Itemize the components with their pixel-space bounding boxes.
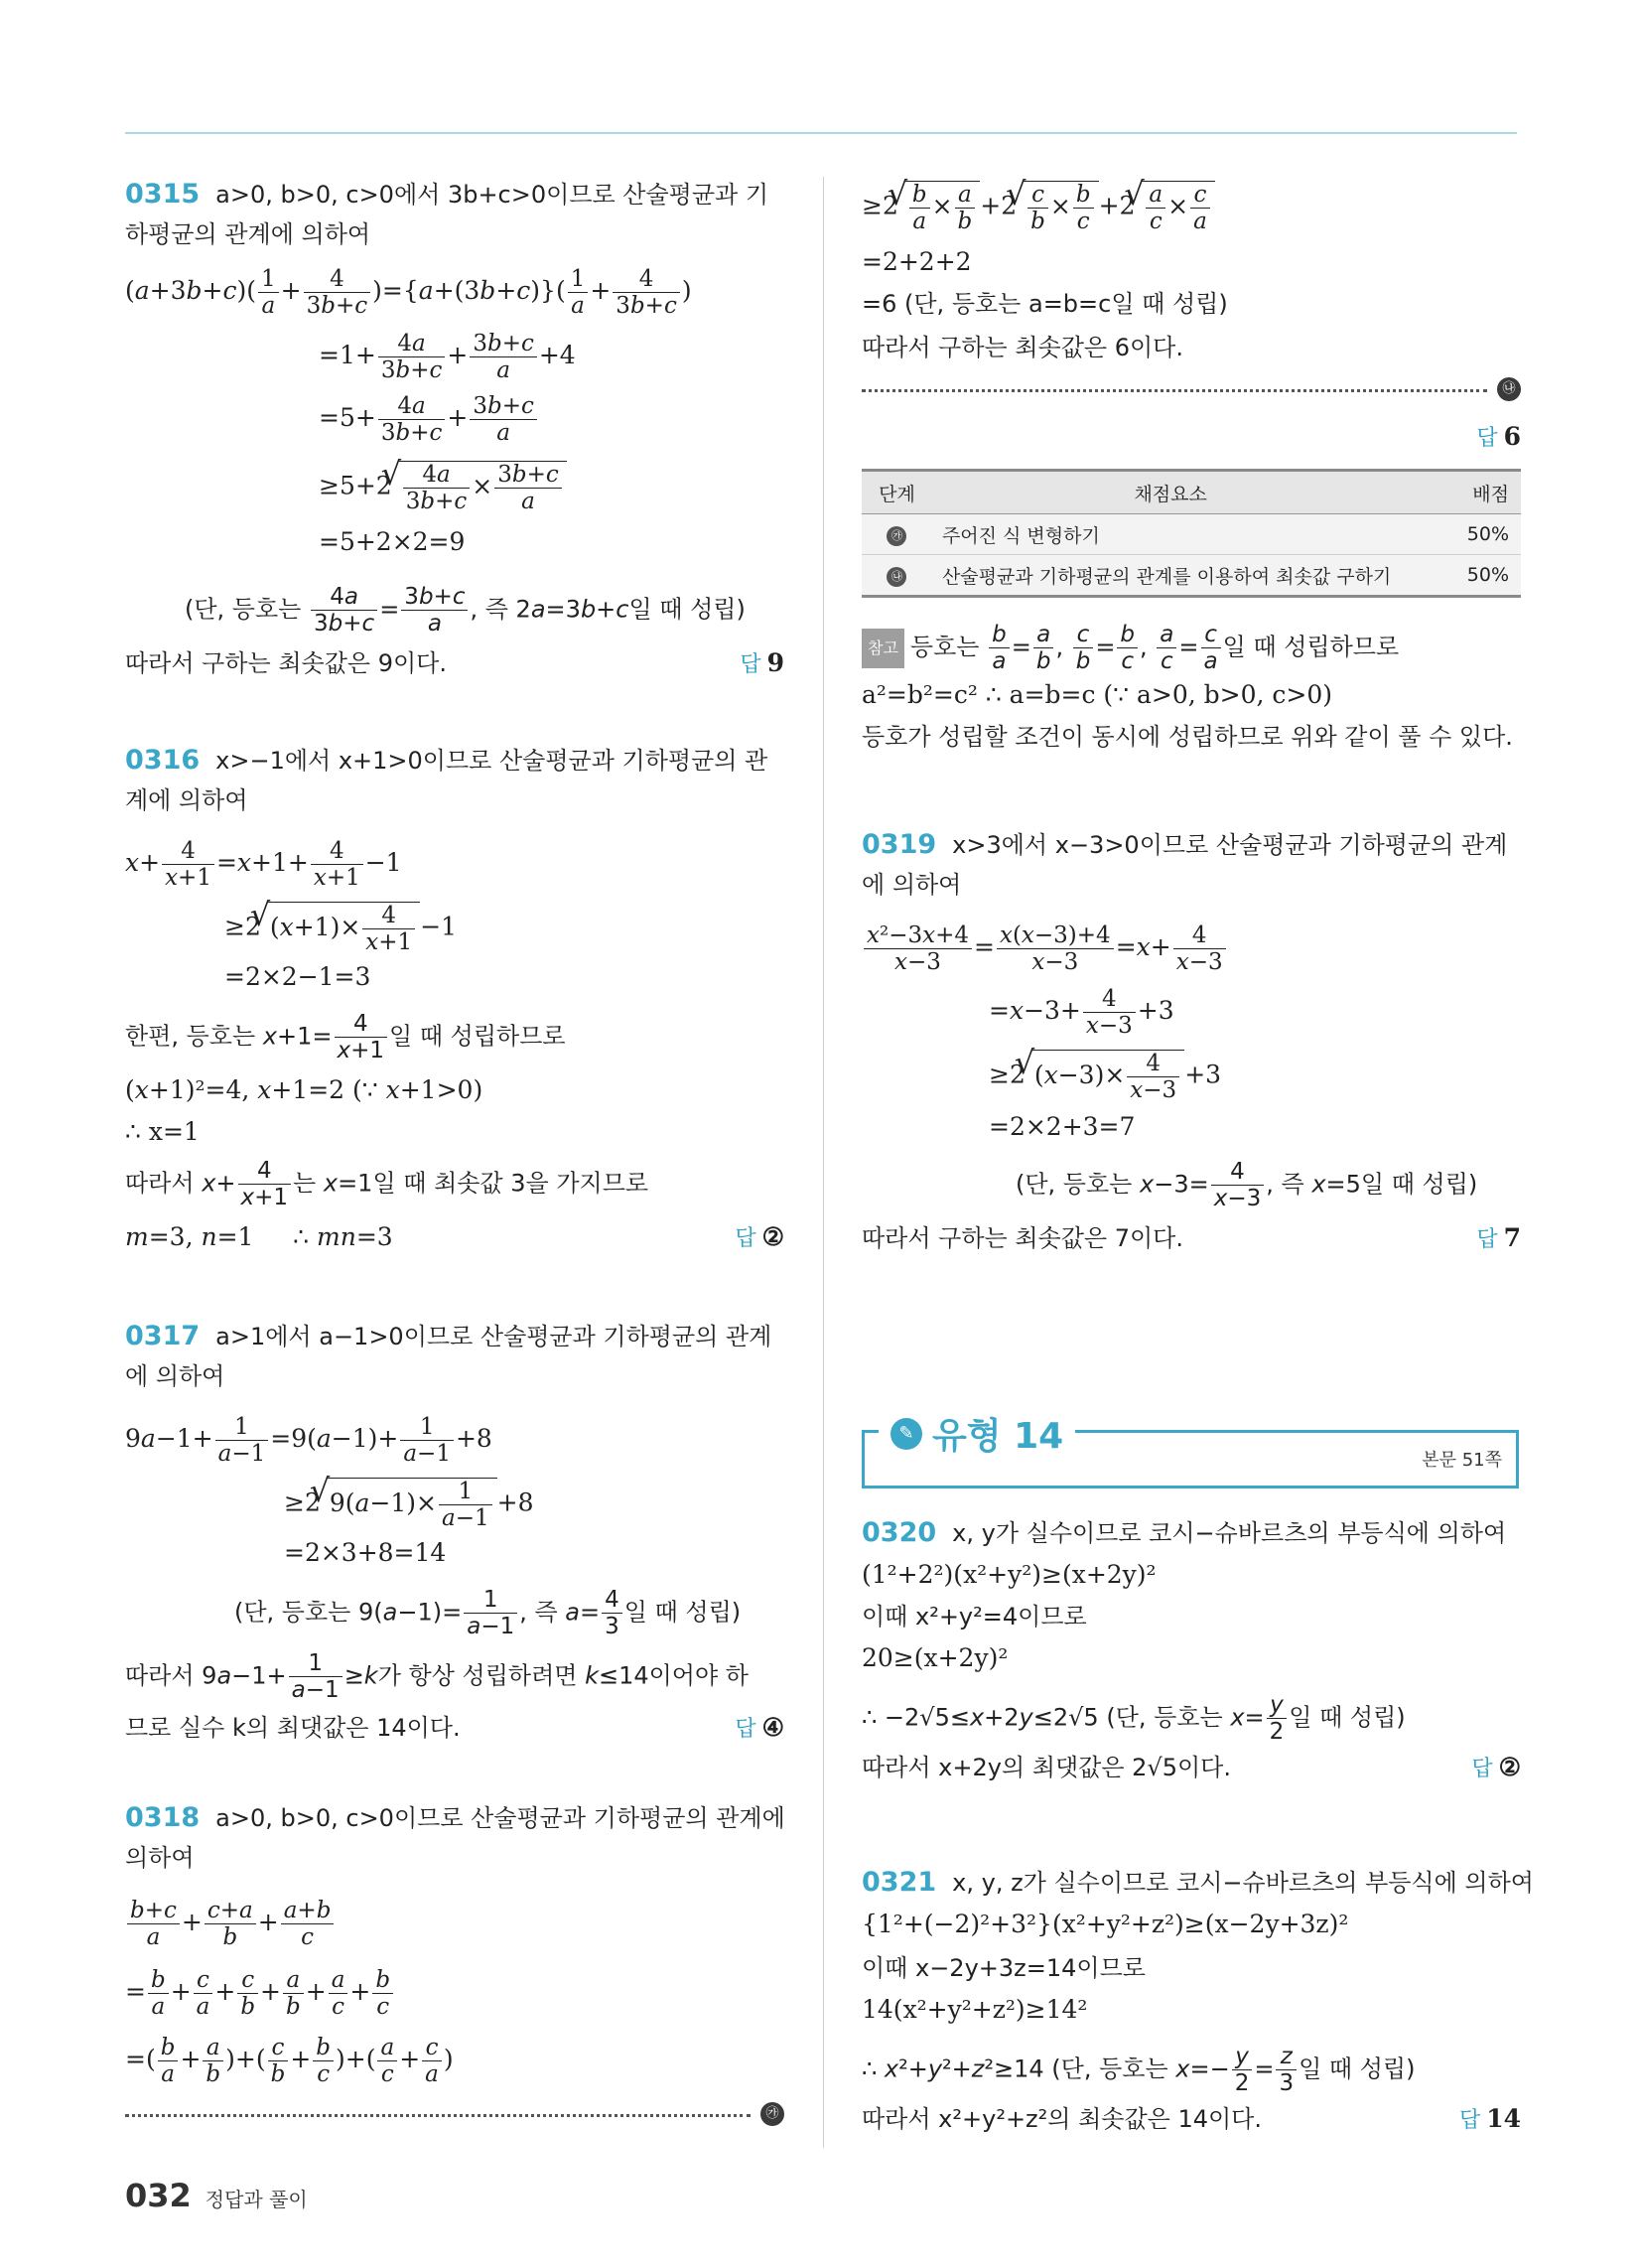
equation-line: =1+ $\frac{4a}{3b+c}$ + $\frac{3b+c}{a}$ +4 [319, 331, 576, 383]
answer-label: 답 [1476, 1227, 1498, 1252]
problem-intro: a>1에서 a−1>0이므로 산술평균과 기하평균의 관계 [215, 1323, 772, 1350]
problem-number: 0318 [125, 1802, 201, 1833]
pencil-icon: ✎ [890, 1418, 922, 1450]
answer-value: ② [1498, 1753, 1521, 1781]
problem-number: 0319 [862, 829, 937, 860]
note-line: 참고 등호는 $\frac{b}{a}$ = $\frac{a}{b}$ , $\frac{c}{b}$ = $\frac{b}{c}$ , $\frac{a}{c}$ = $\frac{c}{a}$ 일 때 성립하므로 [862, 622, 1399, 674]
grading-table [862, 469, 1521, 598]
equation-line: $\frac{\text{x²−3x+4}}{x-3}$ = $\frac{x(x-3)+4}{x-3}$ =x+ $\frac{4}{x-3}$ [862, 922, 1228, 975]
equation-line: ≥2√ (x+1)× $\frac{4}{x+1}$ −1 [224, 902, 457, 955]
answer [1476, 1220, 1521, 1258]
type-section-title: 유형 14 [932, 1416, 1064, 1457]
grading-item: 산술평균과 기하평균의 관계를 이용하여 최솟값 구하기 [932, 555, 1400, 597]
problem-intro: x, y, z가 실수이므로 코시−슈바르츠의 부등식에 의하여 [952, 1869, 1534, 1897]
answer-label: 답 [735, 1226, 756, 1251]
equation-line: =6 (단, 등호는 a=b=c일 때 성립) [862, 290, 1228, 318]
problem-number: 0315 [125, 179, 201, 210]
equation-line: ≥2√ (x−3)× $\frac{4}{x-3}$ +3 [989, 1050, 1221, 1103]
equation-line: 9a−1+ $\frac{1}{a-1}$ =9(a−1)+ $\frac{1}{a-1}$ +8 [125, 1414, 492, 1467]
equation-line: 이때 x²+y²=4이므로 [862, 1603, 1087, 1630]
answer-value: ② [761, 1222, 784, 1251]
equation-line: =2+2+2 [862, 247, 972, 276]
answer-value: 7 [1503, 1223, 1521, 1252]
problem-intro: x>3에서 x−3>0이므로 산술평균과 기하평균의 관계 [952, 831, 1508, 859]
page-footer [125, 2177, 308, 2214]
answer [1459, 2101, 1521, 2139]
equation-line: {1²+(−2)²+3²}(x²+y²+z²)≥(x−2y+3z)² [862, 1910, 1349, 1938]
equation-line: =( $\frac{b}{a}$ + $\frac{a}{b}$ )+( $\frac{c}{b}$ + $\frac{b}{c}$ )+( $\frac{a}{c}$ + $\frac{c}{a}$ ) [125, 2035, 454, 2087]
grading-header-item: 채점요소 [932, 471, 1400, 514]
grading-header-row [862, 471, 1521, 514]
conclusion: 따라서 구하는 최솟값은 6이다. [862, 334, 1183, 361]
problem-number: 0316 [125, 745, 201, 776]
conclusion: 따라서 x²+y²+z²의 최솟값은 14이다. [862, 2105, 1262, 2133]
equation-line: ≥2 √ $\frac{b}{a}$ × $\frac{a}{b}$ +2 √ $\frac{c}{b}$ × $\frac{b}{c}$ +2 √ $\frac{a}{c}$ × $\frac{c}{a}$ [862, 181, 1215, 234]
grading-score: 50% [1400, 555, 1521, 597]
answer-label: 답 [1471, 1757, 1493, 1781]
step-divider [125, 2114, 751, 2117]
answer [1476, 419, 1521, 457]
equation-condition: ∴ −2√5≤x+2y≤2√5 (단, 등호는 x= $\frac{y}{2}$ 일 때 성립) [862, 1692, 1406, 1745]
problem-intro: a>0, b>0, c>0에서 3b+c>0이므로 산술평균과 기 [215, 181, 769, 209]
type-section-tag [879, 1408, 1075, 1459]
equation-line: = $\frac{b}{a}$ + $\frac{c}{a}$ + $\frac{c}{b}$ + $\frac{a}{b}$ + $\frac{a}{c}$ + $\frac{b}{c}$ [125, 1967, 395, 2020]
note-line-3: 등호가 성립할 조건이 동시에 성립하므로 위와 같이 풀 수 있다. [862, 723, 1513, 751]
equation-line: 이때 x−2y+3z=14이므로 [862, 1954, 1146, 1982]
problem-intro-2: 에 의하여 [862, 871, 962, 899]
equation-line: ≥5+2 √ $\frac{4a}{3b+c}$ × $\frac{3b+c}{a}$ [319, 461, 567, 514]
footer-label: 정답과 풀이 [205, 2188, 308, 2211]
problem-intro: a>0, b>0, c>0이므로 산술평균과 기하평균의 관계에 [215, 1804, 785, 1832]
problem-number: 0321 [862, 1867, 937, 1898]
equation-line: 한편, 등호는 x+1= $\frac{4}{x+1}$ 일 때 성립하므로 [125, 1011, 566, 1063]
equation-line: =5+ $\frac{4a}{3b+c}$ + $\frac{3b+c}{a}$ [319, 393, 539, 446]
answer-value: 14 [1486, 2104, 1521, 2133]
step-badge: ㉮ [887, 526, 906, 546]
answer-label: 답 [740, 652, 761, 677]
answer-label: 답 [1476, 426, 1498, 451]
problem-intro-2: 의하여 [125, 1844, 195, 1872]
equation-line: 20≥(x+2y)² [862, 1643, 1009, 1672]
answer-value: 6 [1503, 422, 1521, 451]
step-divider [862, 389, 1487, 392]
equation-line: (a+3b+c)( $\frac{1}{a}$ + $\frac{4}{3b+c}$ )={a+(3b+c)}( $\frac{1}{a}$ + $\frac{4}{3b+c}$ ) [125, 266, 692, 319]
answer [735, 1710, 784, 1748]
equation-condition: ∴ x²+y²+z²≥14 (단, 등호는 x=− $\frac{y}{2}$ = $\frac{z}{3}$ 일 때 성립) [862, 2044, 1416, 2096]
answer-label: 답 [1458, 2108, 1481, 2133]
conclusion-2: 므로 실수 k의 최댓값은 14이다. [125, 1714, 461, 1742]
conclusion: 따라서 9a−1+ $\frac{1}{a-1}$ ≥k가 항상 성립하려면 k≤14이어야 하 [125, 1650, 749, 1703]
note-line-2: a²=b²=c² ∴ a=b=c (∵ a>0, b>0, c>0) [862, 680, 1333, 709]
conclusion: 따라서 x+2y의 최댓값은 2√5이다. [862, 1754, 1231, 1781]
answer-value: 9 [766, 648, 784, 677]
page-number: 032 [125, 2177, 192, 2214]
equation-line: =2×2−1=3 [224, 962, 371, 991]
answer [1471, 1750, 1521, 1787]
grading-row [862, 555, 1521, 597]
equation-line: (1²+2²)(x²+y²)≥(x+2y)² [862, 1560, 1157, 1589]
column-divider [823, 177, 824, 2148]
equation-condition: (단, 등호는 $\frac{4a}{3b+c}$ = $\frac{3b+c}{a}$ , 즉 2a=3b+c일 때 성립) [185, 584, 746, 637]
type-section-header [862, 1416, 1519, 1488]
problem-number: 0320 [862, 1517, 937, 1548]
problem-intro: x, y가 실수이므로 코시−슈바르츠의 부등식에 의하여 [952, 1519, 1507, 1547]
equation-line: (x+1)²=4, x+1=2 (∵ x+1>0) [125, 1075, 483, 1104]
problem-intro-2: 하평균의 관계에 의하여 [125, 220, 371, 248]
step-badge: ㉯ [887, 567, 906, 587]
answer-label: 답 [735, 1717, 756, 1742]
grading-header-step: 단계 [862, 471, 932, 514]
problem-intro: x>−1에서 x+1>0이므로 산술평균과 기하평균의 관 [215, 747, 768, 775]
note-badge: 참고 [862, 629, 904, 668]
equation-line: 14(x²+y²+z²)≥14² [862, 1995, 1088, 2024]
conclusion: m=3, n=1 ∴ mn=3 [125, 1222, 393, 1251]
equation-line: =5+2×2=9 [319, 527, 466, 556]
problem-number: 0317 [125, 1321, 201, 1351]
equation-line: ≥2√ 9(a−1)× $\frac{1}{a-1}$ +8 [284, 1478, 533, 1531]
step-badge-na: ㉯ [1497, 377, 1521, 401]
problem-intro-2: 에 의하여 [125, 1362, 225, 1390]
equation-line: 따라서 x+ $\frac{4}{x+1}$ 는 x=1일 때 최솟값 3을 가지므로 [125, 1158, 649, 1210]
grading-item: 주어진 식 변형하기 [932, 514, 1400, 555]
problem-intro-2: 계에 의하여 [125, 786, 248, 814]
equation-line: =2×2+3=7 [989, 1112, 1136, 1141]
type-section-ref: 본문 51쪽 [1422, 1450, 1502, 1471]
equation-line: ∴ x=1 [125, 1117, 200, 1146]
grading-score: 50% [1400, 514, 1521, 555]
grading-header-score: 배점 [1400, 471, 1521, 514]
answer [735, 1219, 784, 1257]
equation-condition: (단, 등호는 x−3= $\frac{4}{x-3}$ , 즉 x=5일 때 성립) [1016, 1159, 1478, 1211]
answer-value: ④ [761, 1713, 784, 1742]
header-rule [125, 132, 1517, 134]
answer [740, 645, 784, 683]
equation-condition: (단, 등호는 9(a−1)= $\frac{1}{a-1}$ , 즉 a= $\frac{4}{3}$ 일 때 성립) [234, 1587, 742, 1639]
equation-line: =x−3+ $\frac{4}{x-3}$ +3 [989, 986, 1174, 1039]
equation-line: x+ $\frac{4}{x+1}$ =x+1+ $\frac{4}{x+1}$ −1 [125, 838, 402, 891]
grading-row [862, 514, 1521, 555]
conclusion: 따라서 구하는 최솟값은 9이다. [125, 649, 447, 677]
equation-line: $\frac{b+c}{a}$ + $\frac{c+a}{b}$ + $\frac{a+b}{c}$ [125, 1898, 336, 1950]
conclusion: 따라서 구하는 최솟값은 7이다. [862, 1224, 1183, 1252]
step-badge-ga: ㉮ [760, 2102, 784, 2126]
equation-line: =2×3+8=14 [284, 1538, 447, 1567]
